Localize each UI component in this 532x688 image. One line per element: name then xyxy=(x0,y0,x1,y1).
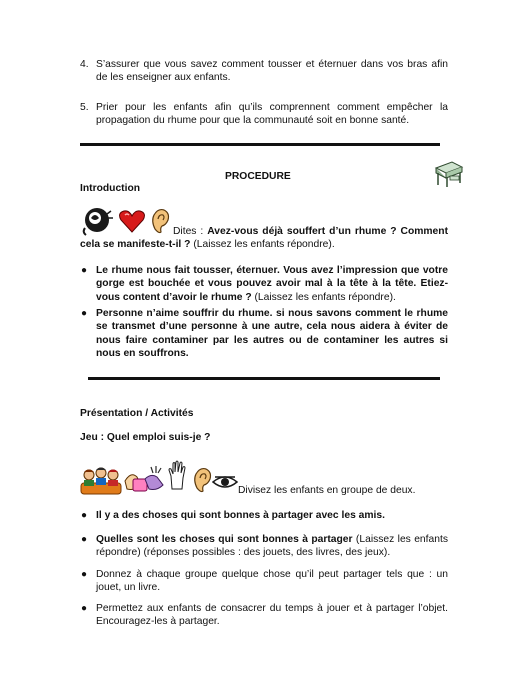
procedure-bullet-2 xyxy=(96,307,448,361)
section-divider-middle xyxy=(88,377,440,380)
bullet-marker: ● xyxy=(81,534,88,545)
presentation-bullet-4: Permettez aux enfants de consacrer du temps à jouer et à partager l’objet. Encouragez-les à partager. xyxy=(96,603,448,628)
section-divider-top xyxy=(80,143,440,146)
presentation-bullet-3: Donnez à chaque groupe quelque chose qu’il peut partager tels que : un jouet, un livre. xyxy=(96,569,448,594)
presentation-bullet-2-bold: Quelles sont les choses qui sont bonnes à partager xyxy=(96,534,353,545)
raised-hand-icon xyxy=(167,460,187,490)
bullet-marker: ● xyxy=(81,603,88,614)
game-title: Jeu : Quel emploi suis-je ? xyxy=(80,432,211,443)
list-number-4: 4. xyxy=(80,59,89,70)
presentation-bullet-2 xyxy=(96,533,448,560)
procedure-bullet-1-bold: Le rhume nous fait tousser, éternuer. Vous avez l’impression que votre gorge est bouchée et vous pouvez avoir mal à la tête à la tête. Etiez-vous content d’avoir le rhume ? xyxy=(96,265,448,303)
desk-icon xyxy=(432,158,464,188)
presentation-bullet-1 xyxy=(96,509,448,522)
dites-paragraph xyxy=(80,225,448,252)
hands-icon xyxy=(123,463,165,495)
presentation-bullet-2-note: (Laissez les enfants répondre) (réponses possibles : des jouets, des livres, des jeux). xyxy=(96,534,448,559)
dites-question: Avez-vous déjà souffert d’un rhume ? Comment cela se manifeste-t-il ? xyxy=(80,226,448,251)
procedure-bullet-1-note: (Laissez les enfants répondre). xyxy=(251,291,396,303)
dites-note: (Laissez les enfants répondre). xyxy=(190,239,335,251)
procedure-bullet-1 xyxy=(96,264,448,304)
children-group-icon xyxy=(80,463,122,495)
procedure-title: PROCEDURE xyxy=(225,171,291,182)
bullet-marker: ● xyxy=(81,265,88,276)
bullet-marker: ● xyxy=(81,569,88,580)
presentation-bullet-1-bold: Il y a des choses qui sont bonnes à partager avec les amis. xyxy=(96,510,386,521)
divide-instruction: Divisez les enfants en groupe de deux. xyxy=(238,485,416,496)
list-item-5-text: Prier pour les enfants afin qu’ils comprennent comment empêcher la propagation du rhume pour que la communauté soit en bonne santé. xyxy=(96,102,448,127)
bullet-marker: ● xyxy=(81,510,88,521)
eye-icon xyxy=(212,474,238,490)
introduction-heading: Introduction xyxy=(80,183,141,194)
list-number-5: 5. xyxy=(80,102,89,113)
bullet-marker: ● xyxy=(81,308,88,319)
list-item-4-text: S’assurer que vous savez comment tousser et éternuer dans vos bras afin de les enseigner aux enfants. xyxy=(96,59,448,84)
procedure-bullet-2-bold: Personne n’aime souffrir du rhume. si nous savons comment le rhume se transmet d’une personne à une autre, cela nous aidera à éviter de nous faire contaminer par les autres ou de contaminer les autres si nous en souffrons. xyxy=(96,308,448,360)
dites-label: Dites : xyxy=(173,226,208,237)
ear-icon xyxy=(191,466,213,494)
presentation-heading: Présentation / Activités xyxy=(80,408,194,419)
